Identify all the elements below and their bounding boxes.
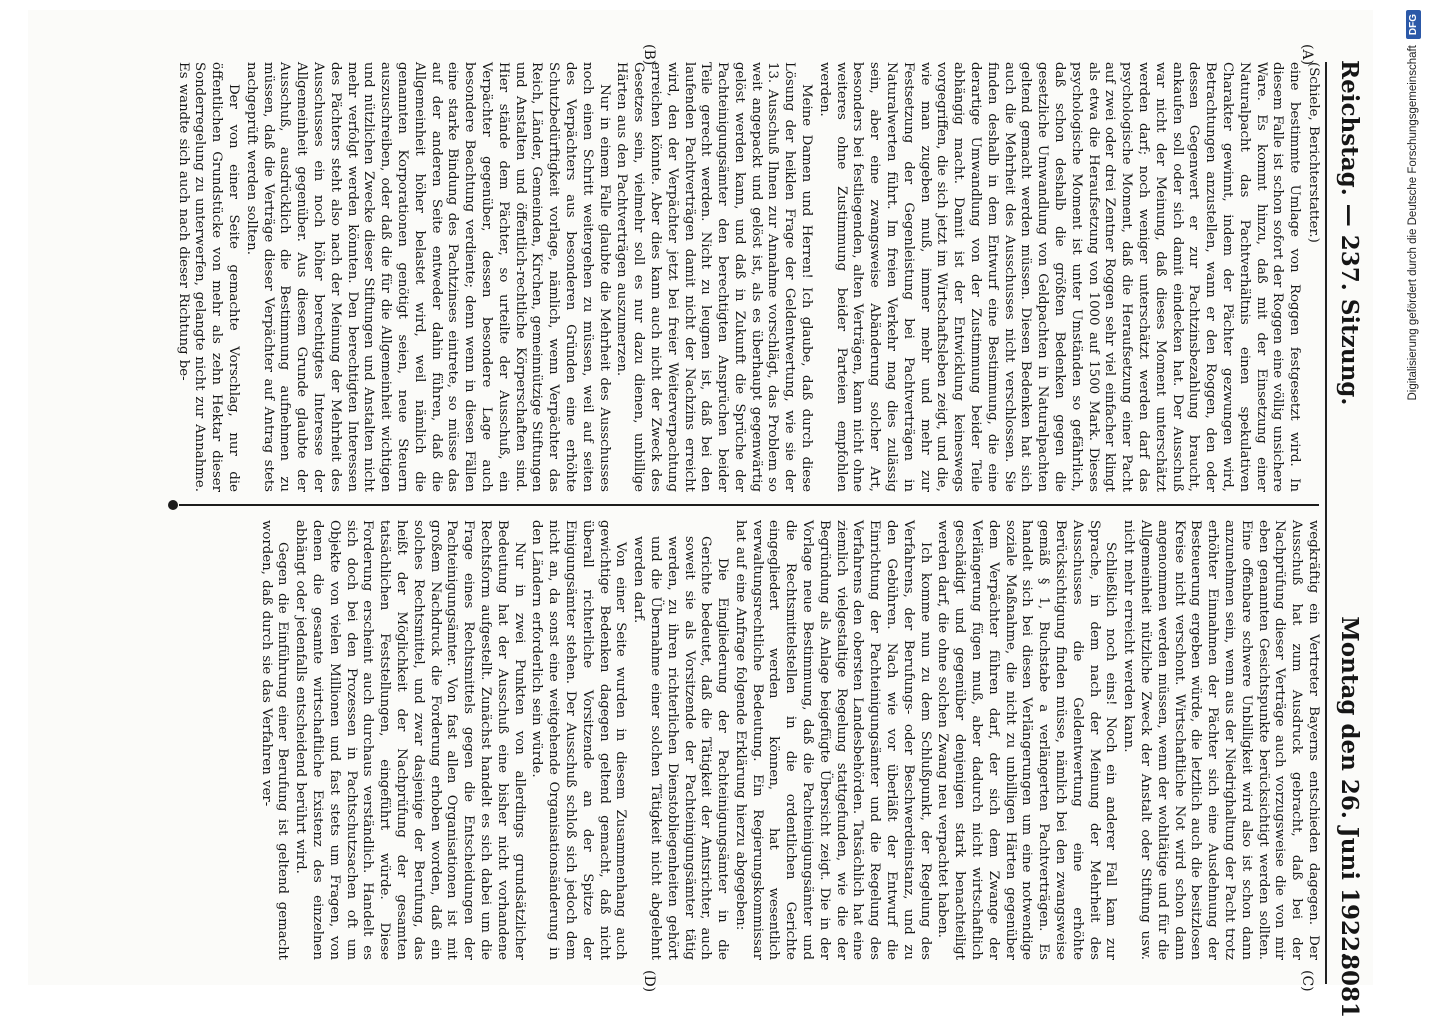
paragraph: Der von einer Seite gemachte Vorschlag, nur die öffentlichen Grundstücke von mehr als zehn Hektar dieser Sonderregelung zu unterwerfen, gelangte nicht zur Annahme. Es wandte sich auch nach dieser Richtung be-	[175, 62, 241, 492]
header-rule	[1325, 62, 1327, 984]
digitization-notice: Digitalisierung gefördert durch die Deutsche Forschungsgemeinschaft	[1407, 45, 1419, 401]
margin-marker-d: (D)	[641, 970, 657, 993]
margin-marker-b: (B)	[641, 44, 657, 66]
paragraph: Schließlich noch eins! Noch ein anderer Fall kam zur Sprache, in dem nach der Meinung der Mehrheit des Ausschusses die Geldentwertung eine erhöhte Berücksichtigung finden müsse, nämlich bei den zwangsweise gemäß § 1, Buchstabe a verlängerten Pachtverträgen. Es handelt sich bei diesen Verlängerungen um eine notwendige soziale Maßnahme, die nicht zu unbilligen Härten gegenüber dem Verpächter führen darf, der sich dem Zwange der Verlängerung fügen muß, aber dadurch nicht wirtschaftlich geschädigt und gegenüber denjenigen stark benachteiligt werden darf, die ohne solchen Zwang neu verpachtet haben.	[935, 520, 1119, 960]
page-number: 8081	[1336, 953, 1363, 1018]
paragraph: eine bestimmte Umlage von Roggen festgesetzt wird. In diesem Falle ist schon sofort der Roggen eine völlig unsichere Ware. Es kommt hinzu, daß mit der Einsetzung einer Naturalpacht das Pachtverhältnis einen spekulativen Charakter gewinnt, indem der Pächter gezwungen wird, Betrachtungen anzustellen, wann er den Roggen, den oder dessen Gegenwert er zur Pachtzinsbezahlung braucht, ankaufen soll oder sich damit eindecken hat. Der Ausschuß war nicht der Meinung, daß dieses Moment unterschätzt werden darf; noch weniger unterschätzt werden darf das psychologische Moment, daß die Heraufsetzung einer Pacht auf zwei oder drei Zentner Roggen sehr viel einfacher klingt als etwa die Heraufsetzung von 1000 auf 1500 Mark. Dieses psychologische Moment ist unter Umständen so gefährlich, daß schon deshalb die größten Bedenken gegen die gesetzliche Umwandlung von Geldpachten in Naturalpachten geltend gemacht werden müssen. Diesen Bedenken hat sich auch die Mehrheit des Ausschusses nicht verschlossen. Sie finden deshalb in dem Entwurf eine Bestimmung, die eine derartige Umwandlung von der Zustimmung beider Teile abhängig macht. Damit ist der Entwicklung keineswegs vorgegriffen, die sich jetzt im Wirtschaftsleben zeigt, und die, wie man zugeben muß, immer mehr und mehr zur Festsetzung der Gegenleistung bei Pachtverträgen in Naturalwerten führt. Im freien Verkehr mag dies zulässig sein, aber eine zwangsweise Abänderung solcher Art, besonders bei festliegenden, alten Verträgen, kann nicht ohne weiteres ohne Zustimmung beider Parteien empfohlen werden.	[816, 62, 1303, 492]
paragraph: Nur in zwei Punkten von allerdings grundsätzlicher Bedeutung hat der Ausschuß eine bisher nicht vorhandene Rechtsform aufgestellt. Zunächst handelt es sich dabei um die Frage eines Rechtsmittels gegen die Entscheidungen der Pachteinigungsämter. Von fast allen Organisationen ist mit großem Nachdruck die Forderung erhoben worden, daß ein solches Rechtsmittel, und zwar dasjenige der Berufung, das heißt der Möglichkeit der Nachprüfung der gesamten tatsächlichen Feststellungen, eingeführt würde. Diese Forderung erscheint auch durchaus verständlich. Handelt es sich doch bei den Prozessen in Pachtschutzsachen oft um Objekte von vielen Millionen und fast stets um Fragen, von denen die gesamte wirtschaftliche Existenz des einzelnen abhängt oder jedenfalls entscheidend berührt wird.	[293, 520, 527, 960]
margin-marker-a: (A)	[1299, 44, 1315, 66]
paragraph: Gegen die Einführung einer Berufung ist geltend gemacht worden, daß durch sie das Verfahren ver-	[258, 520, 291, 960]
paragraph: wegkräftig ein Vertreter Bayerns entschieden dagegen. Der Ausschuß hat zum Ausdruck gebracht, daß bei der Nachprüfung dieser Verträge auch vorzugsweise die von mir eben genannten Gesichtspunkte berücksichtigt werden sollten. Eine offenbare schwere Unbilligkeit wird also ist schon dann anzunehmen sein, wenn aus der Niedrighaltung der Pacht trotz erhöhter Einnahmen der Pächter sich eine Ausdehnung der Besteuerung ergeben würde, die letztlich auch die besitzlosen Kreise nicht verschont. Wirtschaftliche Not wird schon dann angenommen werden müssen, wenn der wohltätige und für die Allgemeinheit nützliche Zweck der Anstalt oder Stiftung usw. nicht mehr erreicht werden kann.	[1121, 520, 1321, 960]
paragraph: Von einer Seite wurden in diesem Zusammenhang auch gewichtige Bedenken dagegen geltend gemacht, daß nicht überall richterliche Vorsitzende an der Spitze der Einigungsämter stehen. Der Ausschuß schloß sich jedoch dem nicht an, da sonst eine weitgehende Organisationsänderung in den Ländern erforderlich sein würde.	[529, 520, 629, 960]
speaker-note: (Schiele, Berichterstatter.)	[1306, 62, 1321, 243]
right-column	[256, 520, 1321, 960]
header-left-title: Reichstag. — 237. Sitzung.	[1336, 60, 1363, 406]
paragraph: Ich komme nun zu dem Schlußpunkt, der Regelung des Verfahrens, der Berufungs- oder Beschwerdeinstanz, und zu den Gebühren. Nach wie vor überläßt der Entwurf die Einrichtung der Pachteinigungsämter und die Regelung des Verfahrens den obersten Landesbehörden. Tatsächlich hat eine ziemlich vielgestaltige Regelung stattgefunden, wie die der Begründung als Anlage beigefügte Übersicht zeigt. Die in der Vorlage neue Bestimmung, daß die Pachteinigungsämter und die Rechtsmittelstellen in die ordentlichen Gerichte eingegliedert werden können, hat wesentlich verwaltungsrechtliche Bedeutung. Ein Regierungskommissar hat auf eine Anfrage folgende Erklärung hierzu abgegeben:	[732, 520, 933, 960]
paragraph: Nur in einem Falle glaubte die Mehrheit des Ausschusses noch einen Schritt weitergehen zu müssen, weil auf seiten des Verpächters aus besonderen Gründen eine erhöhte Schutzbedürftigkeit vorlage, nämlich, wenn Verpächter das Reich, Länder, Gemeinden, Kirchen, gemeinnützige Stiftungen und Anstalten und öffentlich-rechtliche Körperschaften sind. Hier stände dem Pächter, so urteilte der Ausschuß, ein Verpächter gegenüber, dessen besondere Lage auch besondere Beachtung verdiente; denn wenn in diesen Fällen eine starke Bindung des Pachtzinses eintrete, so müsse das auf der anderen Seite entweder dahin führen, daß die Allgemeinheit höher belastet wird, weil nämlich die genannten Korporationen genötigt seien, neue Steuern auszuschreiben, oder daß die für die Allgemeinheit wichtigen und nützlichen Zwecke dieser Stiftungen und Anstalten nicht mehr verfolgt werden könnten. Den berechtigten Interessen des Pächters steht also nach der Meinung der Mehrheit des Ausschusses ein noch höher berechtigtes Interesse der Allgemeinheit gegenüber. Aus diesem Grunde glaubte der Ausschuß, ausdrücklich die Bestimmung aufnehmen zu müssen, daß die Verträge dieser Verpächter auf Antrag stets nachgeprüft werden sollten.	[243, 62, 612, 492]
paragraph: Meine Damen und Herren! Ich glaube, daß durch diese Lösung der heiklen Frage der Geldentwertung, wie sie der 13. Ausschuß Ihnen zur Annahme vorschlägt, das Problem so weit angepackt und gelöst ist, als es überhaupt gegenwärtig gelöst werden kann, und daß in Zukunft die Sprüche der Pachteinigungsämter den berechtigten Ansprüchen beider Teile gerecht werden. Nicht zu leugnen ist, daß bei den laufenden Pachtverträgen damit nicht der Nachzins erreicht wird, den der Verpächter jetzt bei freier Weiterverpachtung erreichen könnte. Aber dies kann auch nicht der Zweck des Gesetzes sein, vielmehr soll es nur dazu dienen, unbillige Härten aus den Pachtverträgen auszumerzen.	[614, 62, 815, 492]
running-head	[1331, 60, 1363, 1018]
column-divider	[179, 504, 1319, 506]
dfg-logo: DFG	[1406, 10, 1421, 39]
scanned-page-frame	[28, 10, 1373, 1018]
header-right-date: Montag den 26. Juni 1922.	[1336, 616, 1363, 960]
left-column	[173, 62, 1321, 492]
margin-marker-c: (C)	[1299, 970, 1315, 992]
digitization-notice-strip	[1398, 10, 1428, 985]
divider-end-dot	[168, 500, 178, 510]
newspaper-page	[28, 10, 1373, 1018]
quoted-paragraph: Die Eingliederung der Pachteinigungsämter in die Gerichte bedeutet, daß die Tätigkeit der Amtsrichter, auch soweit sie als Vorsitzende der Pachteinigungsämter tätig werden, zu ihren richterlichen Dienstobliegenheiten gehört und die Übernahme einer solchen Tätigkeit nicht abgelehnt werden darf.	[631, 536, 731, 960]
